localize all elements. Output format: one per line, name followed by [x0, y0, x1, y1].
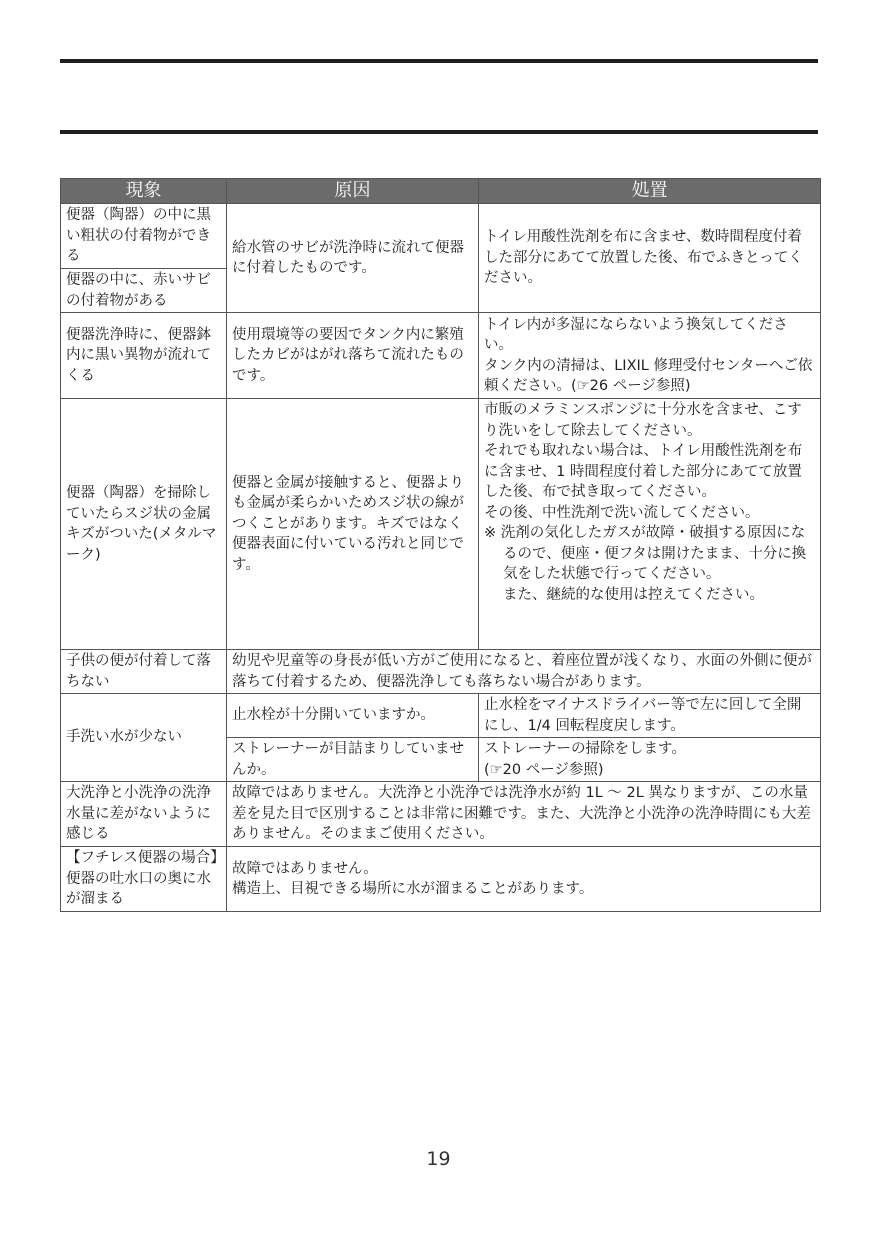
remedy-text: トイレ内が多湿にならないよう換気してください。 — [484, 316, 788, 353]
symptom-cell: 手洗い水が少ない — [61, 694, 227, 782]
table-row — [61, 650, 821, 694]
troubleshooting-table — [60, 178, 821, 912]
remedy-cell: トイレ用酸性洗剤を布に含ませ、数時間程度付着した部分にあてて放置した後、布でふきとってください。 — [479, 204, 821, 313]
page-number: 19 — [426, 1148, 451, 1170]
cause-cell: 便器と金属が接触すると、便器よりも金属が柔らかいためスジ状の線がつくことがあります。キズではなく便器表面に付いている汚れと同じです。 — [227, 399, 479, 650]
header-symptom: 現象 — [61, 179, 227, 204]
table-row — [61, 399, 821, 650]
remedy-note: ※ 洗剤の気化したガスが故障・破損する原因になるので、便座・便フタは開けたまま、十分に換気をした状態で行ってください。 — [484, 525, 807, 582]
cause-remedy-cell: 幼児や児童等の身長が低い方がご使用になると、着座位置が浅くなり、水面の外側に便が落ちて付着するため、便器洗浄しても落ちない場合があります。 — [227, 650, 821, 694]
remedy-text: それでも取れない場合は、トイレ用酸性洗剤を布に含ませ、1 時間程度付着した部分にあてて放置した後、布で拭き取ってください。 — [484, 443, 803, 500]
header-rule-top — [60, 59, 818, 63]
header-remedy: 処置 — [479, 179, 821, 204]
cause-cell: 給水管のサビが洗浄時に流れて便器に付着したものです。 — [227, 204, 479, 313]
table-row — [61, 782, 821, 847]
symptom-cell: 子供の便が付着して落ちない — [61, 650, 227, 694]
table-row — [61, 204, 821, 269]
table-header-row — [61, 179, 821, 204]
remedy-cell — [479, 313, 821, 399]
remedy-cell — [479, 738, 821, 782]
cause-cell: 止水栓が十分開いていますか。 — [227, 694, 479, 738]
remedy-text: ストレーナーの掃除をします。 — [484, 741, 686, 757]
cause-cell: 使用環境等の要因でタンク内に繁殖したカビがはがれ落ちて流れたものです。 — [227, 313, 479, 399]
remedy-text: タンク内の清掃は、LIXIL 修理受付センターへご依頼ください。(☞26 ページ参照) — [484, 357, 813, 394]
symptom-cell: 便器洗浄時に、便器鉢内に黒い異物が流れてくる — [61, 313, 227, 399]
symptom-cell: 便器の中に、赤いサビの付着物がある — [61, 269, 227, 313]
cause-remedy-cell: 故障ではありません。大洗浄と小洗浄では洗浄水が約 1L ～ 2L 異なりますが、この水量差を見た目で区別することは非常に困難です。また、大洗浄と小洗浄の洗浄時間にも大差ありません。そのままご使用ください。 — [227, 782, 821, 847]
symptom-cell: 大洗浄と小洗浄の洗浄水量に差がないように感じる — [61, 782, 227, 847]
table-row — [61, 694, 821, 738]
remedy-note: また、継続的な使用は控えてください。 — [503, 586, 764, 603]
remedy-text: その後、中性洗剤で洗い流してください。 — [484, 504, 760, 521]
symptom-text: 便器の吐水口の奥に水が溜まる — [66, 870, 211, 908]
symptom-cell: 便器（陶器）の中に黒い粗状の付着物ができる — [61, 204, 227, 269]
table-row — [61, 847, 821, 912]
cause-remedy-text: 故障ではありません。 — [232, 860, 378, 877]
cause-remedy-cell — [227, 847, 821, 912]
header-rule-bottom — [60, 130, 818, 134]
remedy-text: 市販のメラミンスポンジに十分水を含ませ、こすり洗いをして除去してください。 — [484, 402, 802, 439]
cause-cell: ストレーナーが目詰まりしていませんか。 — [227, 738, 479, 782]
symptom-cell — [61, 847, 227, 912]
remedy-text: (☞20 ページ参照) — [484, 761, 604, 778]
symptom-heading: 【フチレス便器の場合】 — [66, 850, 225, 867]
header-cause: 原因 — [227, 179, 479, 204]
table-row — [61, 313, 821, 399]
symptom-cell: 便器（陶器）を掃除していたらスジ状の金属キズがついた(メタルマーク) — [61, 399, 227, 650]
cause-remedy-text: 構造上、目視できる場所に水が溜まることがあります。 — [232, 881, 594, 897]
remedy-cell: 止水栓をマイナスドライバー等で左に回して全開にし、1/4 回転程度戻します。 — [479, 694, 821, 738]
remedy-cell — [479, 399, 821, 650]
